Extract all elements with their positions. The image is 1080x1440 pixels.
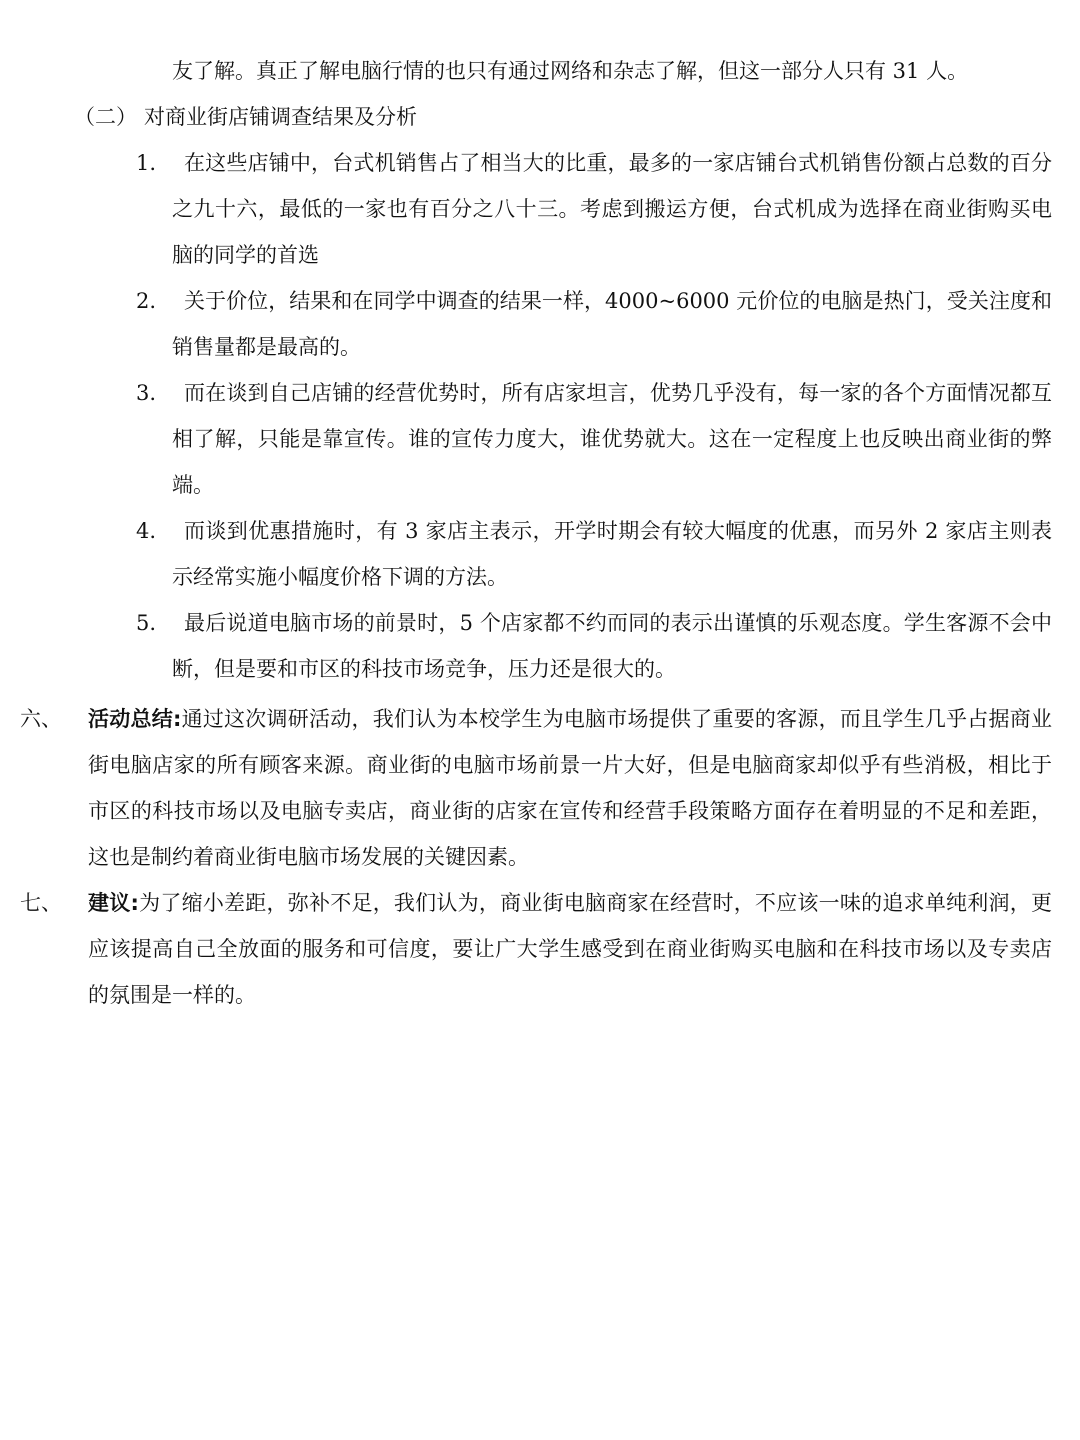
list-item-number: 5. (136, 611, 157, 635)
list-item (0, 370, 1052, 508)
subsection-title: 对商业街店铺调查结果及分析 (144, 105, 417, 129)
list-item (0, 140, 1052, 278)
list-item (0, 508, 1052, 600)
list-item-number: 3. (136, 381, 157, 405)
list-item-text: 在这些店铺中，台式机销售占了相当大的比重，最多的一家店铺台式机销售份额占总数的百分之九十六，最低的一家也有百分之八十三。考虑到搬运方便，台式机成为选择在商业街购买电脑的同学的首选 (172, 151, 1052, 267)
list-item-number: 1. (136, 151, 157, 175)
list-item-text: 关于价位，结果和在同学中调查的结果一样，4000~6000 元价位的电脑是热门，受关注度和销售量都是最高的。 (172, 289, 1052, 359)
continuation-paragraph: 友了解。真正了解电脑行情的也只有通过网络和杂志了解，但这一部分人只有 31 人。 (172, 59, 969, 83)
list-item-text: 而在谈到自己店铺的经营优势时，所有店家坦言，优势几乎没有，每一家的各个方面情况都互相了解，只能是靠宣传。谁的宣传力度大，谁优势就大。这在一定程度上也反映出商业街的弊端。 (172, 381, 1052, 497)
section-label: 活动总结: (88, 707, 182, 731)
section-text: 通过这次调研活动，我们认为本校学生为电脑市场提供了重要的客源，而且学生几乎占据商业街电脑店家的所有顾客来源。商业街的电脑市场前景一片大好，但是电脑商家却似乎有些消极，相比于市区的科技市场以及电脑专卖店，商业街的店家在宣传和经营手段策略方面存在着明显的不足和差距，这也是制约着商业街电脑市场发展的关键因素。 (88, 707, 1052, 869)
subsection-number: （二） (74, 105, 137, 129)
section-number: 七、 (20, 891, 62, 915)
list-item (0, 278, 1052, 370)
findings-list (0, 140, 1080, 692)
section-number: 六、 (20, 707, 62, 731)
subsection-heading (74, 94, 974, 140)
section-body (88, 696, 1052, 880)
list-item-number: 2. (136, 289, 157, 313)
list-item-text: 而谈到优惠措施时，有 3 家店主表示，开学时期会有较大幅度的优惠，而另外 2 家店主则表示经常实施小幅度价格下调的方法。 (172, 519, 1052, 589)
list-item-text: 最后说道电脑市场的前景时，5 个店家都不约而同的表示出谨慎的乐观态度。学生客源不会中断，但是要和市区的科技市场竞争，压力还是很大的。 (172, 611, 1052, 681)
section-label: 建议: (88, 891, 139, 915)
section-body (88, 880, 1052, 1018)
section-text: 为了缩小差距，弥补不足，我们认为，商业街电脑商家在经营时，不应该一味的追求单纯利润，更应该提高自己全放面的服务和可信度，要让广大学生感受到在商业街购买电脑和在科技市场以及专卖店的氛围是一样的。 (88, 891, 1052, 1007)
list-item (0, 600, 1052, 692)
list-item-number: 4. (136, 519, 157, 543)
